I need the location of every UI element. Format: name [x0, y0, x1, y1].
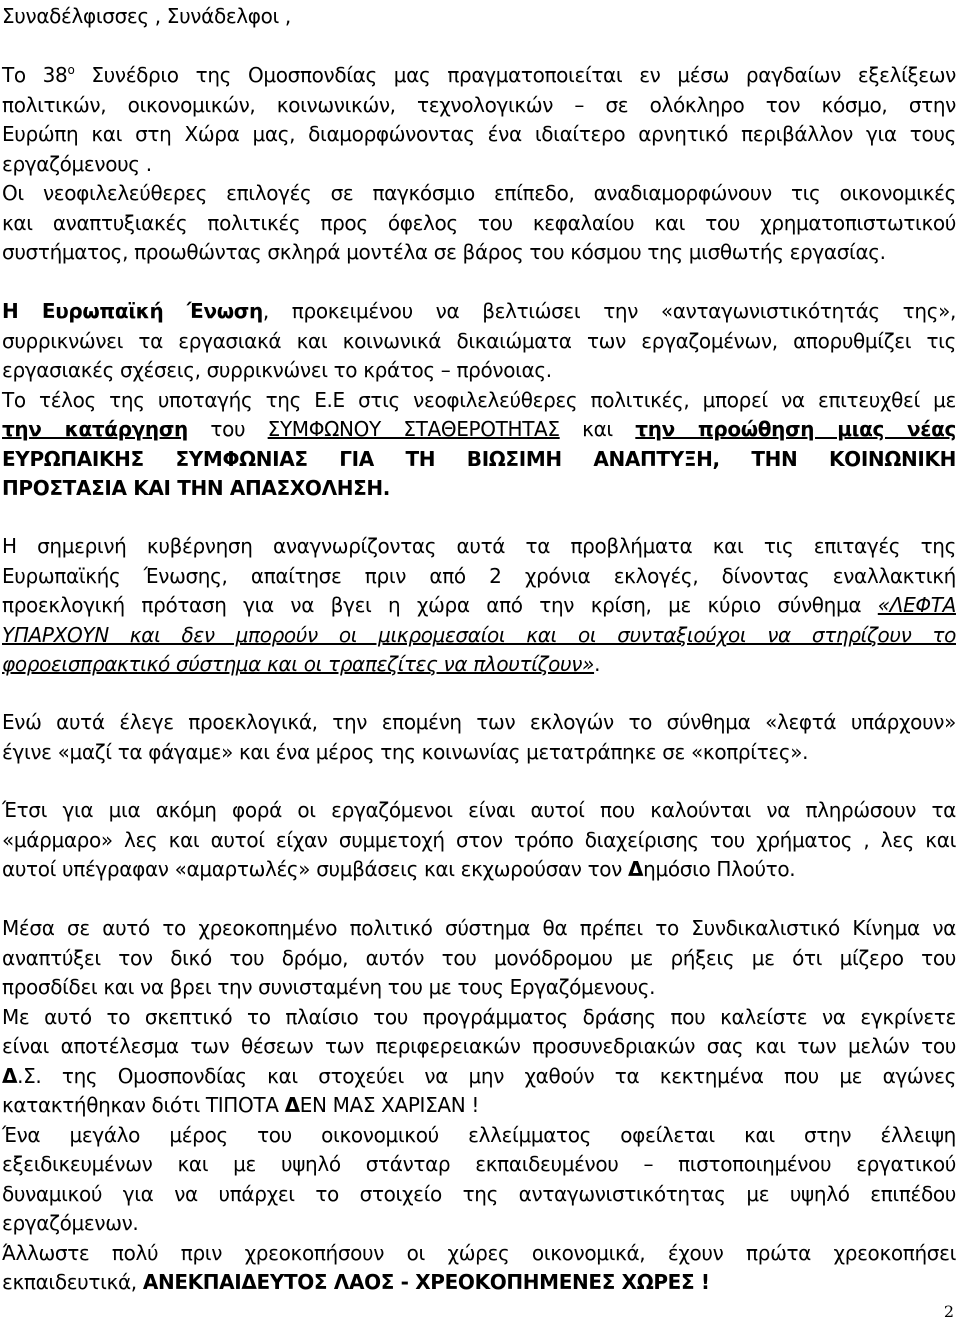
paragraph-7-line-1: Έτσι για μια ακόμη φορά οι εργαζόμενοι είναι αυτοί που καλούνται να πληρώσουν τα	[2, 798, 956, 822]
paragraph-10-line-2: εξειδικευμένων και με υψηλό στάνταρ εκπαιδευμένου – πιστοποιημένου εργατικού	[2, 1152, 956, 1176]
text-run: ημόσιο Πλούτο.	[643, 857, 796, 881]
paragraph-1-line-4: εργαζόμενους .	[2, 151, 152, 176]
text-run: προεκλογική πρόταση για να βγει η χώρα από την κρίση, με κύριο σύνθημα	[2, 593, 878, 617]
paragraph-11-line-1: Άλλωστε πολύ πριν χρεοκοπήσουν οι χώρες οικονομικά, έχουν πρώτα χρεοκοπήσει	[2, 1240, 956, 1265]
paragraph-1-line-3: Ευρώπη και στη Χώρα μας, διαμορφώνοντας ένα ιδιαίτερο αρνητικό περιβάλλον για τους	[2, 122, 956, 146]
bold-run: Δ	[628, 857, 644, 881]
paragraph-11-line-2	[2, 1268, 956, 1298]
bold-run: Δ	[2, 1063, 18, 1088]
paragraph-8-line-1: Μέσα σε αυτό το χρεοκοπημένο πολιτικό σύστημα θα πρέπει το Συνδικαλιστικό Κίνημα να	[2, 916, 956, 940]
salutation: Συναδέλφισσες , Συνάδελφοι ,	[2, 4, 291, 28]
paragraph-6-line-2: έγινε «μαζί τα φάγαμε» και ένα μέρος της κοινωνίας μετατράπηκε σε «κοπρίτες».	[2, 739, 809, 764]
paragraph-5-line-2: Ευρωπαϊκής Ένωσης, απαίτησε πριν από 2 χρόνια εκλογές, δίνοντας εναλλακτική	[2, 563, 956, 588]
paragraph-3-line-3: εργασιακές σχέσεις, συρρικνώνει το κράτος – πρόνοιας.	[2, 358, 552, 382]
paragraph-4-line-2	[2, 415, 956, 445]
text-block-government	[2, 532, 956, 680]
blank-line	[2, 32, 956, 62]
paragraph-6-line-1: Ενώ αυτά έλεγε προεκλογικά, την επομένη των εκλογών το σύνθημα «λεφτά υπάρχουν»	[2, 710, 956, 734]
paragraph-7-line-3	[2, 855, 956, 885]
paragraph-4-line-1: Το τέλος της υποταγής της Ε.Ε στις νεοφιλελεύθερες πολιτικές, μπορεί να επιτευχθεί με	[2, 387, 956, 412]
paragraph-1-line-2: πολιτικών, οικονομικών, κοινωνικών, τεχνολογικών – σε ολόκληρο τον κόσμο, στην	[2, 92, 956, 117]
paragraph-2-line-1: Οι νεοφιλελεύθερες επιλογές σε παγκόσμιο επίπεδο, αναδιαμορφώνουν τις οικονομικές	[2, 181, 956, 205]
superscript: ο	[67, 63, 75, 77]
text-run: αυτοί υπέγραφαν «αμαρτωλές» συμβάσεις και εκχωρούσαν τον	[2, 857, 629, 881]
text-run: και	[559, 417, 636, 441]
paragraph-3-line-2: συρρικνώνει τα εργασιακά και κοινωνικά δικαιώματα των εργαζομένων, απορυθμίζει τις	[2, 328, 956, 353]
paragraph-9-line-1: Με αυτό το σκεπτικό το πλαίσιο του προγράμματος δράσης που καλείστε να εγκρίνετε	[2, 1004, 956, 1029]
paragraph-9-line-2: είναι αποτέλεσμα των θέσεων των περιφερειακών προσυνεδριακών σας και των μελών του	[2, 1034, 956, 1058]
bold-underlined-run: την προώθηση μιας νέας	[635, 417, 956, 441]
text-run: Το 38	[2, 63, 68, 87]
bold-run: Δ	[284, 1093, 300, 1117]
text-run: εκπαιδευτικά,	[2, 1270, 143, 1294]
text-run: Συνέδριο της Ομοσπονδίας μας πραγματοποιείται εν μέσω ραγδαίων εξελίξεων	[74, 63, 956, 87]
text-block-union	[2, 914, 956, 1298]
text-run: .	[594, 652, 601, 676]
text-block-slogan	[2, 708, 956, 767]
paragraph-3-line-1	[2, 297, 956, 327]
paragraph-5-line-5	[2, 650, 956, 680]
paragraph-7-line-2: «μάρμαρο» λες και αυτοί είχαν συμμετοχή στον τρόπο διαχείρισης του χρήματος , λες και	[2, 827, 956, 852]
paragraph-1-line-1	[2, 61, 956, 91]
underlined-run: ΣΥΜΦΩΝΟΥ ΣΤΑΘΕΡΟΤΗΤΑΣ	[267, 417, 560, 441]
text-block-workers	[2, 796, 956, 885]
paragraph-5-line-3	[2, 591, 956, 621]
text-run: κατακτήθηκαν διότι ΤΙΠΟΤΑ	[2, 1093, 285, 1117]
text-run: ΕΝ ΜΑΣ ΧΑΡΙΣΑΝ !	[299, 1093, 480, 1117]
paragraph-10-line-3: δυναμικού για να υπάρχει το στοιχείο της ανταγωνιστικότητας με υψηλό επιπέδου	[2, 1181, 956, 1206]
paragraph-5-line-4: ΥΠΑΡΧΟΥΝ και δεν μπορούν οι μικρομεσαίοι και οι συνταξιούχοι να στηρίζουν το	[2, 622, 956, 647]
paragraph-9-line-3	[2, 1062, 956, 1092]
paragraph-10-line-4: εργαζόμενων.	[2, 1211, 139, 1235]
paragraph-2-line-2: και αναπτυξιακές πολιτικές προς όφελος του κεφαλαίου και του χρηματοπιστωτικού	[2, 210, 956, 235]
bold-underlined-run: την κατάργηση	[2, 417, 188, 441]
text-block-top	[2, 2, 956, 268]
paragraph-10-line-1: Ένα μεγάλο μέρος του οικονομικού ελλείμματος οφείλεται και στην έλλειψη	[2, 1122, 956, 1147]
paragraph-4-line-4: ΠΡΟΣΤΑΣΙΑ ΚΑΙ ΤΗΝ ΑΠΑΣΧΟΛΗΣΗ.	[2, 476, 391, 500]
paragraph-8-line-3: προσδίδει και να βρει την συνισταμένη του με τους Εργαζόμενους.	[2, 975, 656, 999]
paragraph-2-line-3: συστήματος, προωθώντας σκληρά μοντέλα σε βάρος του κόσμου της μισθωτής εργασίας.	[2, 240, 886, 264]
bold-run: ΑΝΕΚΠΑΙΔΕΥΤΟΣ ΛΑΟΣ - ΧΡΕΟΚΟΠΗΜΕΝΕΣ ΧΩΡΕΣ !	[142, 1270, 710, 1294]
text-block-eu	[2, 297, 956, 504]
italic-underlined-run: φοροεισπρακτικό σύστημα και οι τραπεζίτες να πλουτίζουν»	[2, 652, 595, 676]
paragraph-5-line-1: Η σημερινή κυβέρνηση αναγνωρίζοντας αυτά τα προβλήματα και τις επιταγές της	[2, 534, 956, 558]
text-run: .Σ. της Ομοσπονδίας και στοχεύει να μην χαθούν τα κεκτημένα που με αγώνες	[17, 1063, 956, 1088]
bold-run: Η Ευρωπαϊκή Ένωση	[2, 299, 263, 323]
italic-underlined-run: «ΛΕΦΤΑ	[877, 593, 956, 617]
paragraph-4-line-3: ΕΥΡΩΠΑΙΚΗΣ ΣΥΜΦΩΝΙΑΣ ΓΙΑ ΤΗ ΒΙΩΣΙΜΗ ΑΝΑΠΤΥΞΗ, ΤΗΝ ΚΟΙΝΩΝΙΚΗ	[2, 446, 956, 471]
paragraph-9-line-4	[2, 1091, 956, 1121]
paragraph-8-line-2: αναπτύξει τον δικό του δρόμο, αυτόν του μονόδρομου με ρήξεις με ότι μίζερο του	[2, 945, 956, 970]
text-run: του	[187, 417, 268, 441]
text-run: , προκειμένου να βελτιώσει την «ανταγωνιστικότητάς της»,	[262, 299, 956, 323]
page-number: 2	[943, 1302, 954, 1321]
